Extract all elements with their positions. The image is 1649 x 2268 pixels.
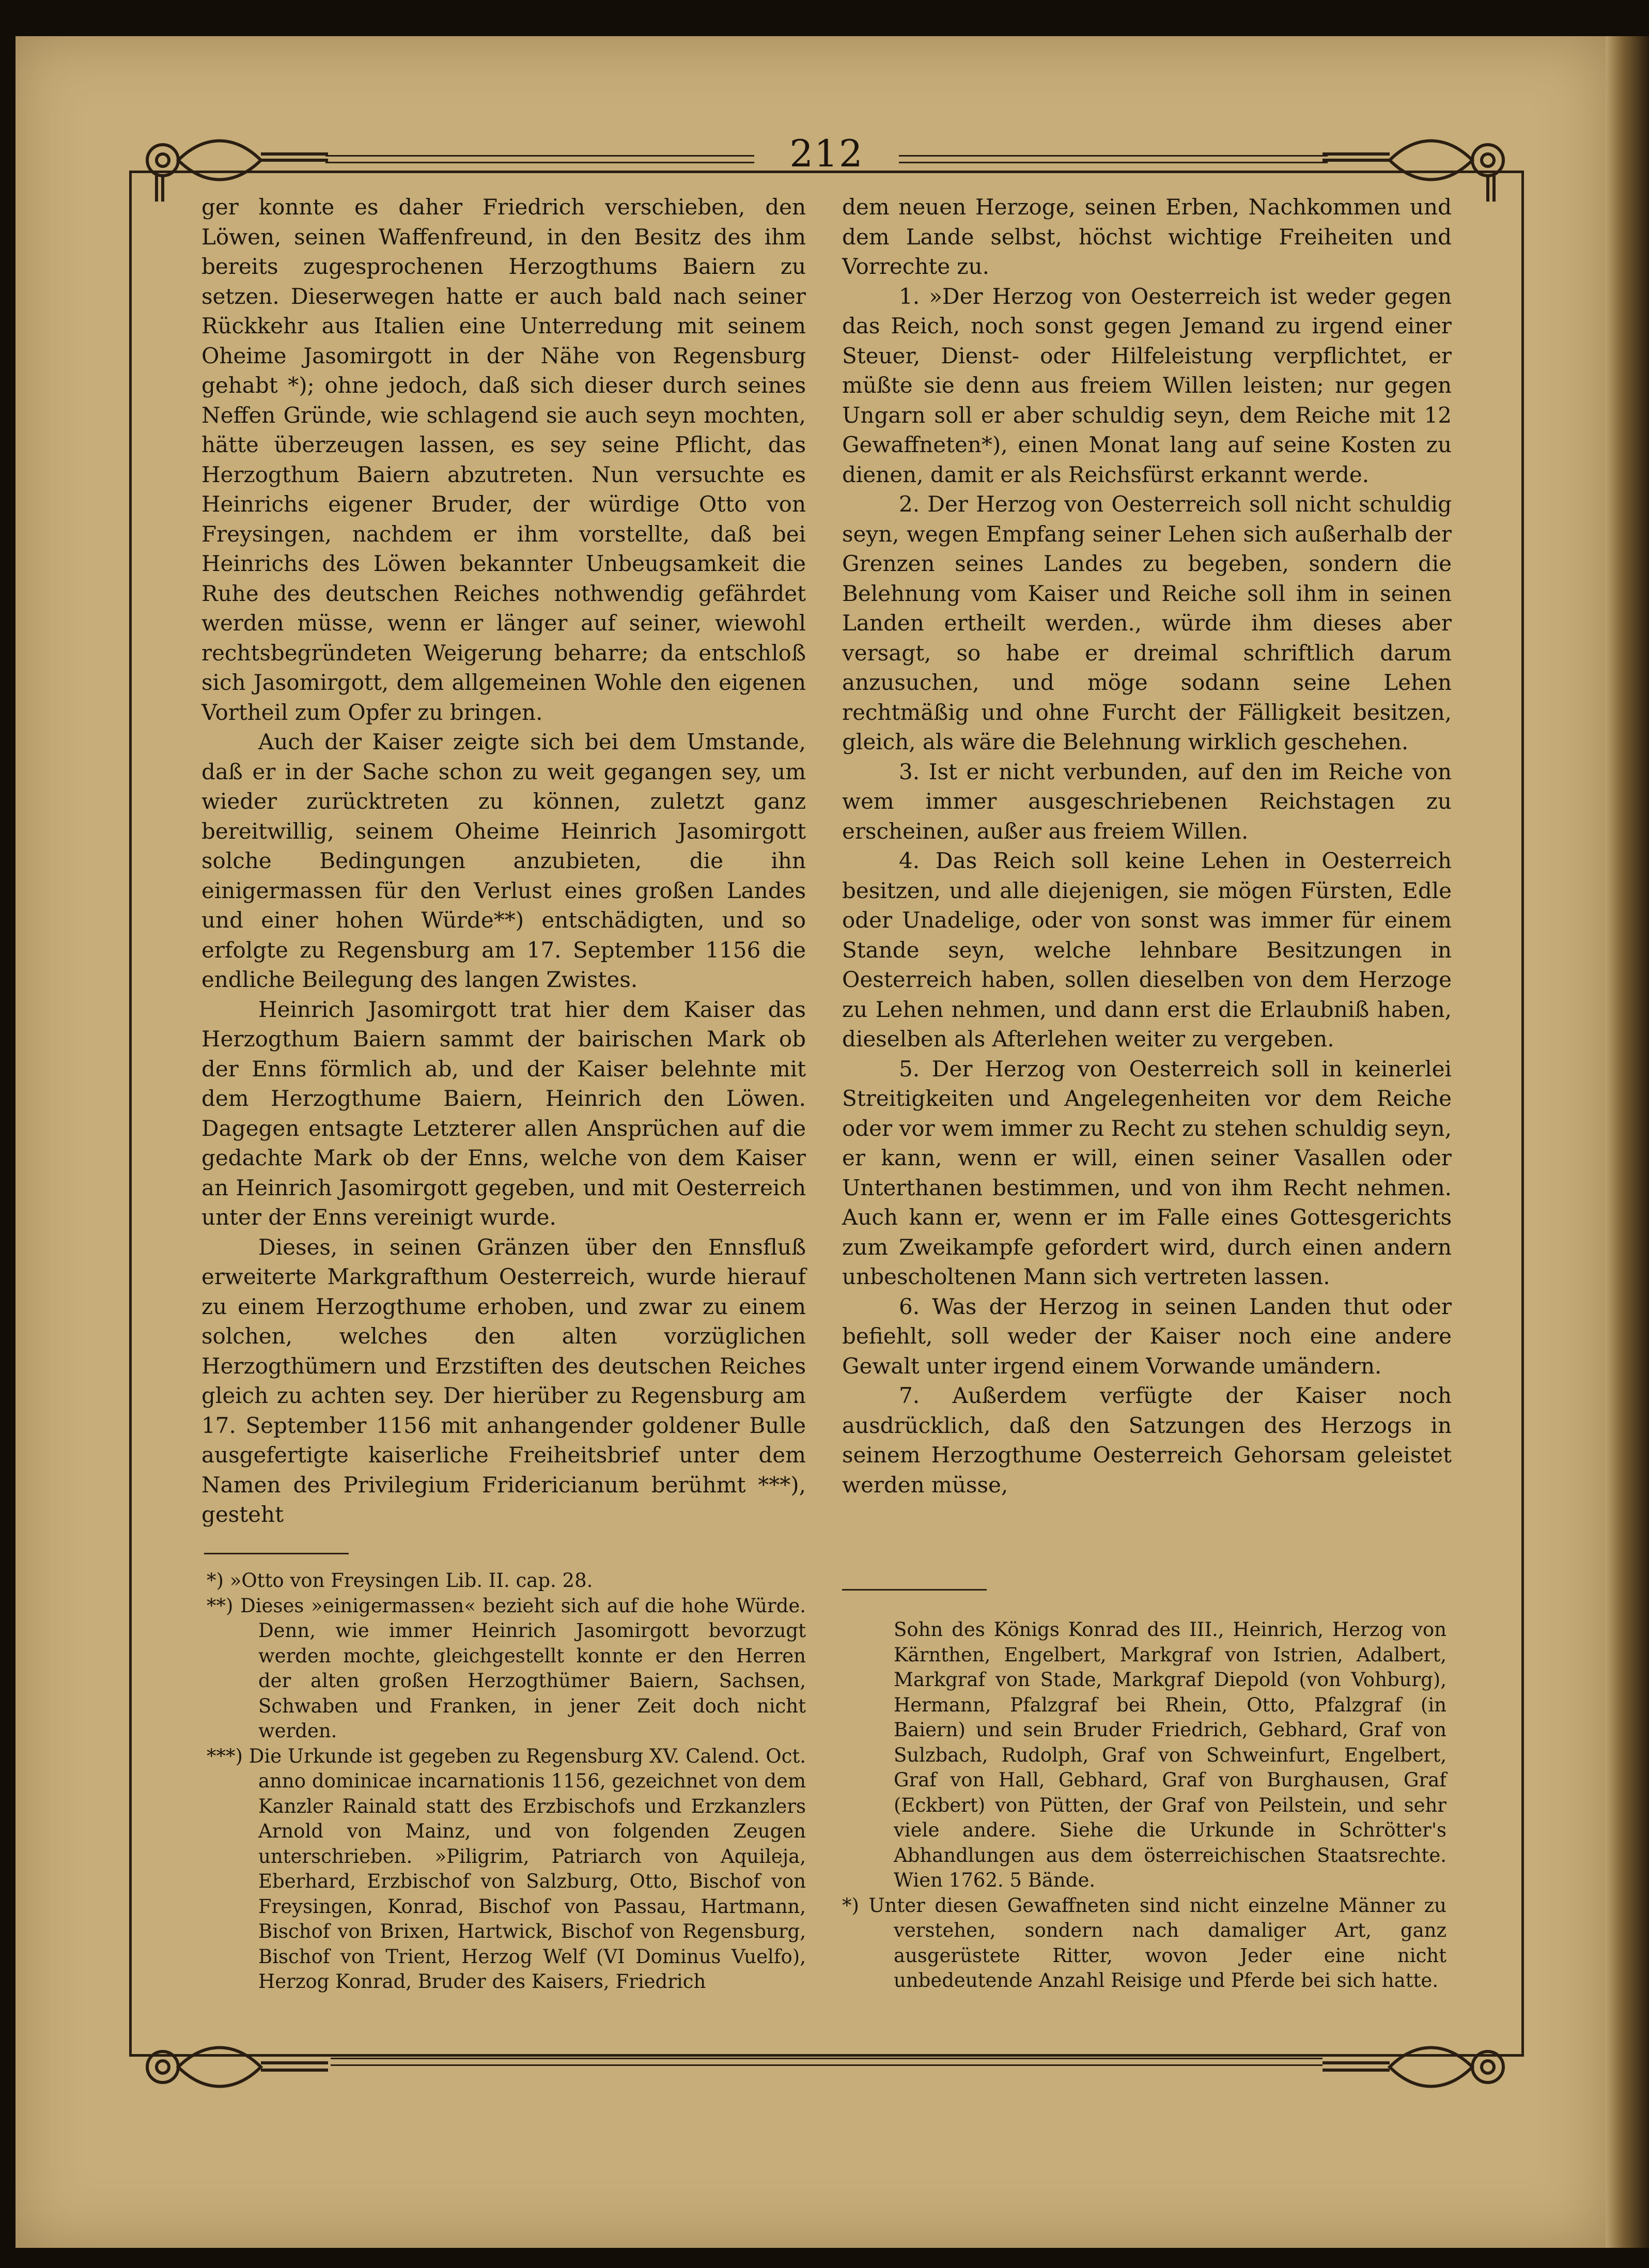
paragraph: Heinrich Jasomirgott trat hier dem Kaiser das Herzogthum Baiern sammt der bairischen Mark ob der Enns förmlich ab, und der Kaiser belehnte mit dem Herzogthume Baiern, Heinrich den Löwen. Dagegen entsagte Letzterer allen Ansprüchen auf die gedachte Mark ob der Enns, welche von dem Kaiser an Heinrich Jasomirgott gegeben, und mit Oesterreich unter der Enns vereinigt wurde. [201, 996, 806, 1230]
footnote: **) Dieses »einigermassen« bezieht sich auf die hohe Würde. Denn, wie immer Heinrich Jasomirgott bevorzugt werden mochte, gleichgestellt konnte er den Herren der alten großen Herzogthümer Baiern, Sachsen, Schwaben und Franken, in jener Zeit doch nicht werden. [207, 1594, 806, 1742]
paragraph: Auch der Kaiser zeigte sich bei dem Umstande, daß er in der Sache schon zu weit gegangen sey, um wieder zurücktreten zu können, zuletzt ganz bereitwillig, seinem Oheime Heinrich Jasomirgott solche Bedingungen anzubieten, die ihn einigermassen für den Verlust eines großen Landes und einer hohen Würde**) entschädigten, und so erfolgte zu Regensburg am 17. September 1156 die endliche Beilegung des langen Zwistes. [201, 729, 806, 992]
footnotes-left [207, 1568, 806, 1995]
book-spine [1606, 36, 1649, 2248]
paragraph: 4. Das Reich soll keine Lehen in Oesterreich besitzen, und alle diejenigen, sie mögen Fürsten, Edle oder Unadelige, oder von sonst was immer für einem Stande seyn, welche lehnbare Besitzungen in Oesterreich haben, sollen dieselben von dem Herzoge zu Lehen nehmen, und dann erst die Erlaubniß haben, dieselben als Afterlehen weiter zu vergeben. [842, 848, 1452, 1052]
paragraph: Dieses, in seinen Gränzen über den Ennsfluß erweiterte Markgrafthum Oesterreich, wurde hierauf zu einem Herzogthume erhoben, und zwar zu einem solchen, welches den alten vorzüglichen Herzogthümern und Erzstiften des deutschen Reiches gleich zu achten sey. Der hierüber zu Regensburg am 17. September 1156 mit anhangender goldener Bulle ausgefertigte kaiserliche Freiheitsbrief unter dem Namen des Privilegium Fridericianum berühmt ***), gesteht [201, 1234, 806, 1527]
scroll-ornament-icon [1323, 129, 1519, 202]
footer-rule [331, 2058, 1323, 2066]
corner-ornament-top-left [132, 129, 328, 202]
page-number: 212 [789, 132, 864, 175]
right-column [842, 192, 1452, 1500]
corner-ornament-top-right [1323, 129, 1519, 202]
corner-ornament-bottom-right [1323, 2031, 1519, 2103]
footnote: *) Unter diesen Gewaffneten sind nicht einzelne Männer zu verstehen, sondern nach damaliger Art, ganz ausgerüstete Ritter, wovon Jeder eine nicht unbedeutende Anzahl Reisige und Pferde bei sich hatte. [842, 1894, 1446, 1992]
paragraph: 1. »Der Herzog von Oesterreich ist weder gegen das Reich, noch sonst gegen Jemand zu irgend einer Steuer, Dienst- oder Hilfeleistung verpflichtet, er müßte sie denn aus freiem Willen leisten; nur gegen Ungarn soll er aber schuldig seyn, dem Reiche mit 12 Gewaffneten*), einen Monat lang auf seine Kosten zu dienen, damit er als Reichsfürst erkannt werde. [842, 283, 1452, 487]
scroll-ornament-icon [132, 2031, 328, 2103]
footnotes-right [842, 1617, 1446, 1994]
paragraph: 2. Der Herzog von Oesterreich soll nicht schuldig seyn, wegen Empfang seiner Lehen sich außerhalb der Grenzen seines Landes zu begeben, sondern die Belehnung vom Kaiser und Reiche soll ihm in seinen Landen ertheilt werden., würde ihm dieses aber versagt, so habe er dreimal schriftlich darum anzusuchen, und möge sodann seine Lehen rechtmäßig und ohne Furcht der Fälligkeit besitzen, gleich, als wäre die Belehnung wirklich geschehen. [842, 491, 1452, 754]
paragraph: 7. Außerdem verfügte der Kaiser noch ausdrücklich, daß den Satzungen des Herzogs in seinem Herzogthume Oesterreich Gehorsam geleistet werden müsse, [842, 1383, 1452, 1498]
paragraph: 5. Der Herzog von Oesterreich soll in keinerlei Streitigkeiten und Angelegenheiten vor dem Reiche oder vor wem immer zu Recht zu stehen schuldig seyn, er kann, wenn er will, einen seiner Vasallen oder Unterthanen bestimmen, und von ihm Recht nehmen. Auch kann er, wenn er im Falle eines Gottesgerichts zum Zweikampfe gefordert wird, durch einen andern unbescholtenen Mann sich vertreten lassen. [842, 1056, 1452, 1289]
scroll-ornament-icon [132, 129, 328, 202]
paragraph: 6. Was der Herzog in seinen Landen thut oder befiehlt, soll weder der Kaiser noch eine andere Gewalt unter irgend einem Vorwande umändern. [842, 1293, 1452, 1379]
paragraph: dem neuen Herzoge, seinen Erben, Nachkommen und dem Lande selbst, höchst wichtige Freiheiten und Vorrechte zu. [842, 194, 1452, 279]
header-rule-right [899, 155, 1328, 163]
corner-ornament-bottom-left [132, 2031, 328, 2103]
paragraph: 3. Ist er nicht verbunden, auf den im Reiche von wem immer ausgeschriebenen Reichstagen zu erscheinen, außer aus freiem Willen. [842, 759, 1452, 844]
scroll-ornament-icon [1323, 2031, 1519, 2103]
footnote: *) »Otto von Freysingen Lib. II. cap. 28. [207, 1569, 593, 1592]
footnote-continuation: Sohn des Königs Konrad des III., Heinrich, Herzog von Kärnthen, Engelbert, Markgraf von Istrien, Adalbert, Markgraf von Stade, Markgraf Diepold (von Vohburg), Hermann, Pfalzgraf bei Rhein, Otto, Pfalzgraf (in Baiern) und sein Bruder Friedrich, Gebhard, Graf von Sulzbach, Rudolph, Graf von Schweinfurt, Engelbert, Graf von Hall, Gebhard, Graf von Burghausen, Graf (Eckbert) von Pütten, der Graf von Peilstein, und sehr viele andere. Siehe die Urkunde in Schrötter's Abhandlungen aus dem österreichischen Staatsrechte. Wien 1762. 5 Bände. [894, 1618, 1446, 1891]
footnote-rule-right [842, 1589, 987, 1591]
paragraph: ger konnte es daher Friedrich verschieben, den Löwen, seinen Waffenfreund, in den Besitz des ihm bereits zugesprochenen Herzogthums Baiern zu setzen. Dieserwegen hatte er auch bald nach seiner Rückkehr aus Italien eine Unterredung mit seinem Oheime Jasomirgott in der Nähe von Regensburg gehabt *); ohne jedoch, daß sich dieser durch seines Neffen Gründe, wie schlagend sie auch seyn mochten, hätte überzeugen lassen, es sey seine Pflicht, das Herzogthum Baiern abzutreten. Nun versuchte es Heinrichs eigener Bruder, der würdige Otto von Freysingen, nachdem er ihm vorstellte, daß bei Heinrichs des Löwen bekannter Unbeugsamkeit die Ruhe des deutschen Reiches nothwendig gefährdet werden müsse, wenn er länger auf seiner, wiewohl rechtsbegründeten Weigerung beharre; da entschloß sich Jasomirgott, dem allgemeinen Wohle den eigenen Vortheil zum Opfer zu bringen. [201, 194, 806, 725]
header-rule-left [325, 155, 754, 163]
footnote-rule-left [204, 1553, 349, 1554]
footnote: ***) Die Urkunde ist gegeben zu Regensburg XV. Calend. Oct. anno dominicae incarnationis 1156, gezeichnet von dem Kanzler Rainald statt des Erzbischofs und Erzkanzlers Arnold von Mainz, und von folgenden Zeugen unterschrieben. »Piligrim, Patriarch von Aquileja, Eberhard, Erzbischof von Salzburg, Otto, Bischof von Freysingen, Konrad, Bischof von Passau, Hartmann, Bischof von Brixen, Hartwick, Bischof von Regensburg, Bischof von Trient, Herzog Welf (VI Dominus Vuelfo), Herzog Konrad, Bruder des Kaisers, Friedrich [207, 1745, 806, 1993]
left-column [201, 192, 806, 1530]
